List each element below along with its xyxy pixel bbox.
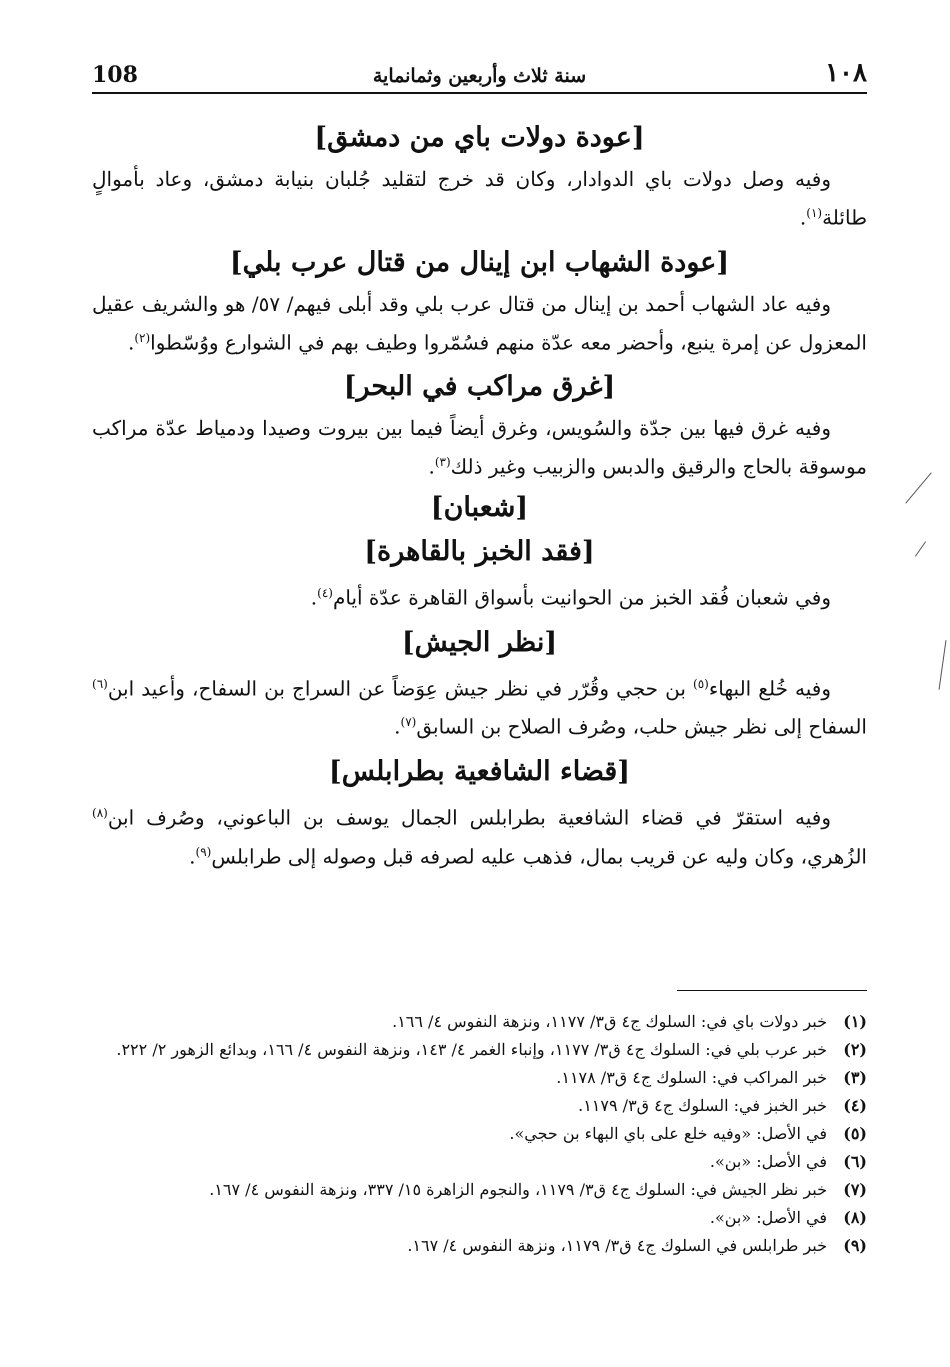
footnote [92,1176,867,1203]
running-title: سنة ثلاث وأربعين وثمانماية [372,65,587,87]
section-heading: [فقد الخبز بالقاهرة] [364,535,595,567]
book-page [92,0,867,1367]
section-paragraph: وفيه عاد الشهاب أحمد بن إينال من قتال عرب بلي وقد أبلى فيهم/ ٥٧/ هو والشريف عقيل المعزول عن إمرة ينبع، وأحضر معه عدّة منهم فسُمّروا وطيف بهم في الشوارع ووُسّطوا$^{(٢)}$. [92,291,867,355]
footnote-ref: (٦) [92,676,108,691]
footnote-ref: (١) [806,206,823,220]
section-paragraph: وفيه غرق فيها بين جدّة والسُويس، وغرق أيضاً فيما بين بيروت وصيدا ودمياط عدّة مراكب موسوقة بالحاج والرقيق والدبس والزبيب وغير ذلك$^{(٣)}$. [92,416,867,479]
section-paragraph: وفيه وصل دولات باي الدوادار، وكان قد خرج لتقليد جُلبان بنيابة دمشق، وعاد بأموالٍ طائلة$^{(١)}$. [92,167,867,230]
footnote-text: خبر نظر الجيش في: السلوك ج٤ ق٣/ ١١٧٩، والنجوم الزاهرة ١٥/ ٣٣٧، ونزهة النفوس ٤/ ١٦٧. [209,1180,827,1199]
page-number-arabic: ١٠٨ [825,58,867,88]
footnote [92,1204,867,1231]
footnote-text: خبر طرابلس في السلوك ج٤ ق٣/ ١١٧٩، ونزهة النفوس ٤/ ١٦٧. [407,1236,827,1255]
footnote-text: خبر المراكب في: السلوك ج٤ ق٣/ ١١٧٨. [556,1068,827,1087]
footnote [92,1092,867,1119]
page-number-latin: 108 [92,62,138,88]
footnote-number: (٥) [843,1124,867,1143]
footnote-ref: (٢) [134,330,151,345]
section-paragraph: وفيه خُلع البهاء$^{(٥)}$ بن حجي وقُرّر في نظر جيش عِوَضاً عن السراج بن السفاح، وأعيد ابن$^{(٦)}$ السفاح إلى نظر جيش حلب، وصُرف الصلاح بن السابق$^{(٧)}$. [92,676,867,739]
month-heading: [شعبان] [430,491,529,523]
section-heading: [قضاء الشافعية بطرابلس] [328,755,631,787]
footnote-text: خبر الخبز في: السلوك ج٤ ق٣/ ١١٧٩. [578,1096,827,1115]
footnote-ref: (٥) [693,676,709,691]
footnote-ref: (٨) [92,805,108,820]
footnote-ref: (٣) [434,455,451,470]
footnote-text: في الأصل: «وفيه خلع على باي البهاء بن حجي». [509,1124,827,1143]
footnote-ref: (٤) [317,585,333,600]
footnote-number: (١) [843,1012,867,1031]
footnote [92,1148,867,1175]
footnotes [92,1008,867,1260]
section-paragraph: وفيه استقرّ في قضاء الشافعية بطرابلس الجمال يوسف بن الباعوني، وصُرف ابن$^{(٨)}$ الزُهري، وكان وليه عن قريب بمال، فذهب عليه لصرفه قبل وصوله إلى طرابلس$^{(٩)}$. [92,805,867,869]
section-heading: [نظر الجيش] [401,626,558,658]
footnote-number: (٨) [843,1208,867,1227]
section-paragraph: وفي شعبان فُقد الخبز من الحوانيت بأسواق القاهرة عدّة أيام$^{(٤)}$. [310,585,831,610]
footnote [92,1008,867,1035]
margin-mark [905,472,931,503]
footnote-separator [677,990,867,991]
footnote-number: (٩) [843,1236,867,1255]
footnote-ref: (٧) [400,715,417,730]
section-heading: [عودة الشهاب ابن إينال من قتال عرب بلي] [229,246,730,278]
footnote-text: في الأصل: «بن». [709,1208,827,1227]
footnote [92,1036,867,1063]
footnote-text: في الأصل: «بن». [709,1152,827,1171]
section-heading: [عودة دولات باي من دمشق] [314,122,645,153]
footnote [92,1120,867,1147]
footnote-number: (٦) [843,1152,867,1171]
footnote-ref: (٩) [195,844,212,859]
footnote-number: (٣) [843,1068,867,1087]
footnote-text: خبر دولات باي في: السلوك ج٤ ق٣/ ١١٧٧، ونزهة النفوس ٤/ ١٦٦. [392,1012,827,1031]
footnote-number: (٤) [843,1096,867,1115]
footnote-number: (٧) [843,1180,867,1199]
footnote [92,1064,867,1091]
running-header [92,52,867,94]
footnote-text: خبر عرب بلي في: السلوك ج٤ ق٣/ ١١٧٧، وإنباء الغمر ٤/ ١٤٣، ونزهة النفوس ٤/ ١٦٦، وبدائع الزهور ٢/ ٢٢٢. [116,1040,827,1059]
margin-mark [939,640,947,690]
margin-mark [915,541,926,556]
section-heading: [غرق مراكب في البحر] [343,371,616,403]
footnote-number: (٢) [843,1040,867,1059]
footnote [92,1232,867,1259]
main-text [92,110,867,877]
